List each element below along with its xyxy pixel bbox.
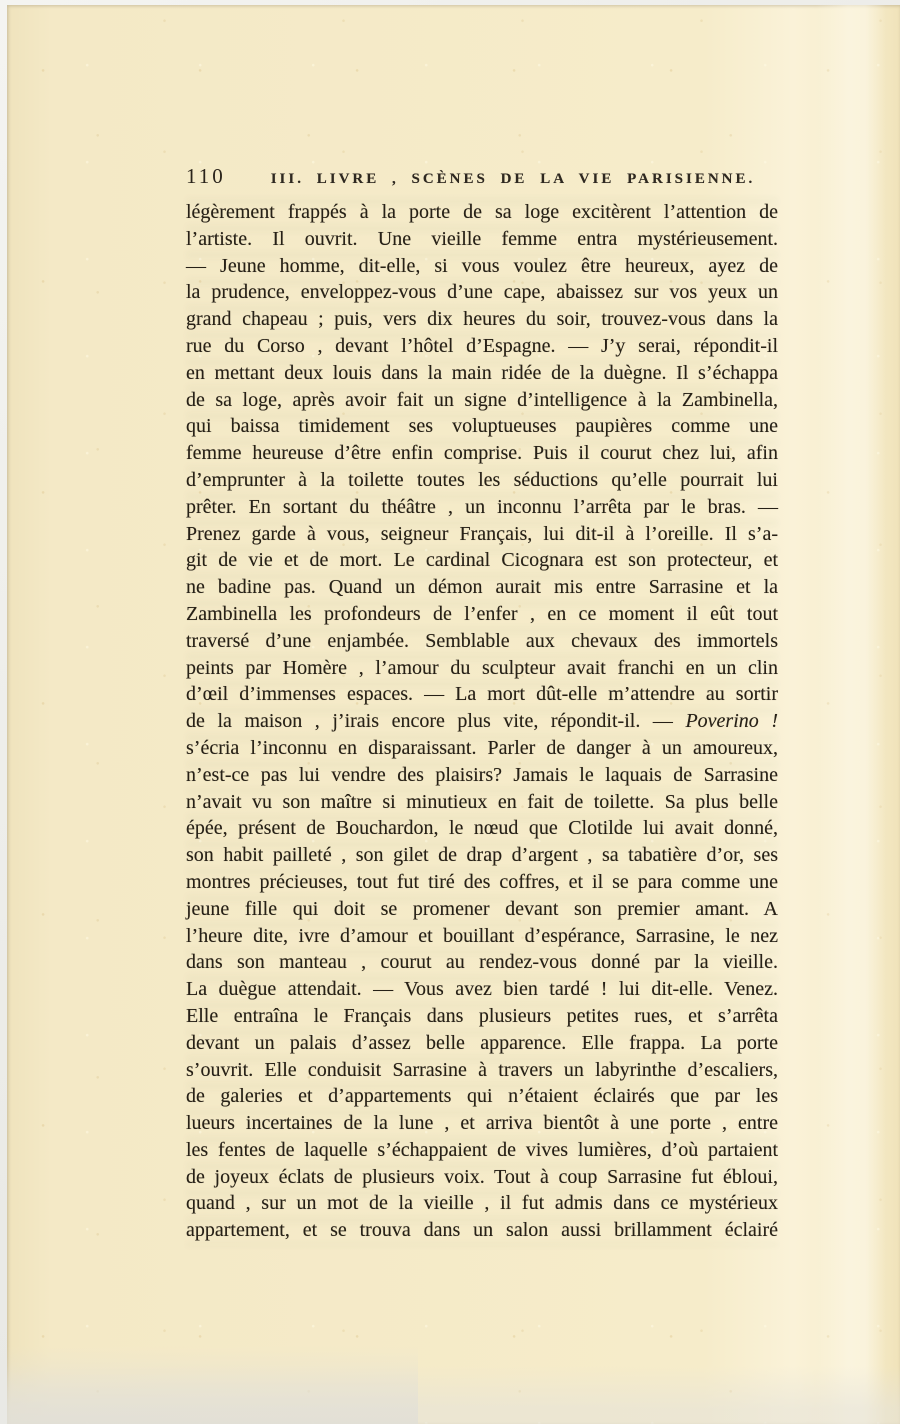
- page-content: [186, 5, 778, 1244]
- text-line: femme heureuse d’être enfin comprise. Puis il courut chez lui, afin: [186, 442, 778, 465]
- text-line: devant un palais d’assez belle apparence. Elle frappa. La porte: [186, 1031, 778, 1054]
- text-line: l’artiste. Il ouvrit. Une vieille femme entra mystérieusement.: [186, 227, 778, 250]
- text-line: d’œil d’immenses espaces. — La mort dût-elle m’attendre au sortir: [186, 683, 778, 706]
- page-number: 110: [186, 164, 226, 188]
- text-line: n’est-ce pas lui vendre des plaisirs? Jamais le laquais de Sarrasine: [186, 763, 778, 786]
- text-line: qui baissa timidement ses voluptueuses paupières comme une: [186, 415, 778, 438]
- text-line: La duègue attendait. — Vous avez bien tardé ! lui dit-elle. Venez.: [186, 978, 778, 1001]
- text-line: s’écria l’inconnu en disparaissant. Parler de danger à un amoureux,: [186, 736, 778, 759]
- text-line: quand , sur un mot de la vieille , il fut admis dans ce mystérieux: [186, 1192, 778, 1215]
- text-line: jeune fille qui doit se promener devant son premier amant. A: [186, 897, 778, 920]
- text-line: peints par Homère , l’amour du sculpteur avait franchi en un clin: [186, 656, 778, 679]
- text-line: la prudence, enveloppez-vous d’une cape, abaissez sur vos yeux un: [186, 281, 778, 304]
- text-line: de galeries et d’appartements qui n’étaient éclairés que par les: [186, 1085, 778, 1108]
- text-line: son habit pailleté , son gilet de drap d’argent , sa tabatière d’or, ses: [186, 844, 778, 867]
- page-shading-bottom: [7, 1366, 900, 1424]
- text-line: prêter. En sortant du théâtre , un inconnu l’arrêta par le bras. —: [186, 495, 778, 518]
- text-line: en mettant deux louis dans la main ridée de la duègne. Il s’échappa: [186, 361, 778, 384]
- text-line: dans son manteau , courut au rendez-vous donné par la vieille.: [186, 951, 778, 974]
- text-line: appartement, et se trouva dans un salon aussi brillamment éclairé: [186, 1219, 778, 1242]
- text-line: n’avait vu son maître si minutieux en fait de toilette. Sa plus belle: [186, 790, 778, 813]
- text-line: traversé d’une enjambée. Semblable aux chevaux des immortels: [186, 629, 778, 652]
- text-line: Zambinella les profondeurs de l’enfer , en ce moment il eût tout: [186, 602, 778, 625]
- running-title: III. LIVRE , SCÈNES DE LA VIE PARISIENNE.: [270, 171, 756, 187]
- text-line: s’ouvrit. Elle conduisit Sarrasine à travers un labyrinthe d’escaliers,: [186, 1058, 778, 1081]
- text-line: d’emprunter à la toilette toutes les séductions qu’elle pourrait lui: [186, 468, 778, 491]
- text-line: montres précieuses, tout fut tiré des coffres, et il se para comme une: [186, 870, 778, 893]
- text-line: ne badine pas. Quand un démon aurait mis entre Sarrasine et la: [186, 576, 778, 599]
- text-line: de la maison , j’irais encore plus vite, répondit-il. — Poverino !: [186, 710, 778, 733]
- page-shading-right: [816, 5, 886, 1424]
- text-line: grand chapeau ; puis, vers dix heures du soir, trouvez-vous dans la: [186, 308, 778, 331]
- text-line: rue du Corso , devant l’hôtel d’Espagne. — J’y serai, répondit-il: [186, 334, 778, 357]
- text-line: de joyeux éclats de plusieurs voix. Tout à coup Sarrasine fut ébloui,: [186, 1165, 778, 1188]
- page-header: [186, 164, 778, 188]
- text-line: légèrement frappés à la porte de sa loge excitèrent l’attention de: [186, 201, 778, 223]
- text-line: l’heure dite, ivre d’amour et bouillant d’espérance, Sarrasine, le nez: [186, 924, 778, 947]
- text-line: Elle entraîna le Français dans plusieurs petites rues, et s’arrêta: [186, 1004, 778, 1027]
- text-line: — Jeune homme, dit-elle, si vous voulez être heureux, ayez de: [186, 254, 778, 277]
- text-line: de sa loge, après avoir fait un signe d’intelligence à la Zambinella,: [186, 388, 778, 411]
- text-line: lueurs incertaines de la lune , et arriva bientôt à une porte , entre: [186, 1112, 778, 1135]
- text-line: git de vie et de mort. Le cardinal Cicognara est son protecteur, et: [186, 549, 778, 572]
- text-line: épée, présent de Bouchardon, le nœud que Clotilde lui avait donné,: [186, 817, 778, 840]
- text-line: les fentes de laquelle s’échappaient de vives lumières, d’où partaient: [186, 1138, 778, 1161]
- book-page: [7, 5, 900, 1424]
- page-shading-bottom-left: [7, 1346, 418, 1424]
- body-text: [186, 199, 778, 1244]
- italic-text: Poverino !: [685, 710, 778, 733]
- text-line: Prenez garde à vous, seigneur Français, lui dit-il à l’oreille. Il s’a-: [186, 522, 778, 545]
